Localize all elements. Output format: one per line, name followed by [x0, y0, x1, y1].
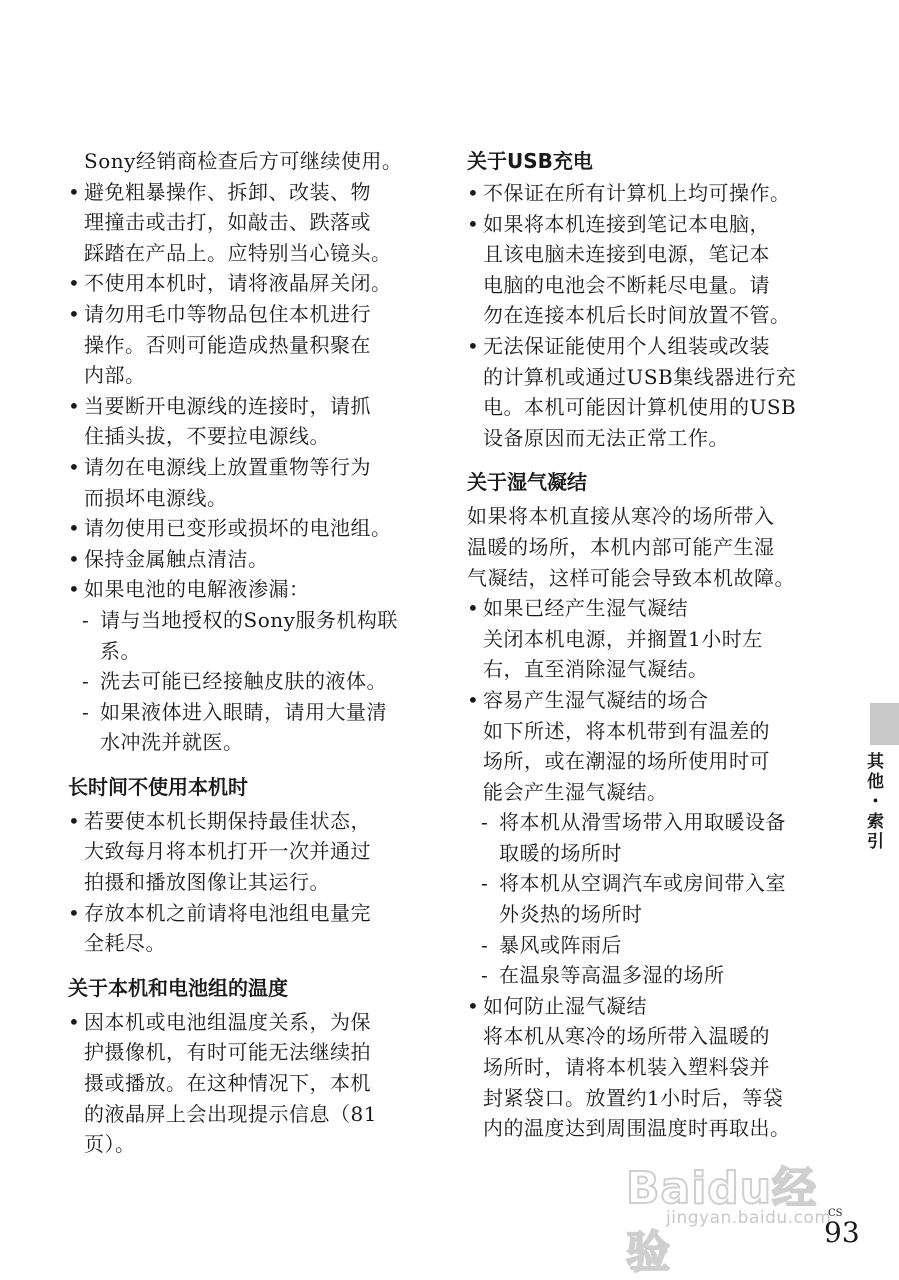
bullet-item — [68, 574, 420, 605]
text-line: 踩踏在产品上。应特别当心镜头。 — [84, 240, 392, 265]
page-number: 93 — [824, 1216, 860, 1249]
text-line: • 不使用本机时，请将液晶屏关闭。 — [84, 271, 392, 296]
text-line: 场所时，请将本机装入塑料袋并 — [483, 1055, 770, 1080]
text-line: • 如果电池的电解液渗漏： — [84, 577, 310, 602]
text-line: 全耗尽。 — [84, 931, 166, 956]
text-line: - 如果液体进入眼睛，请用大量清 — [100, 699, 387, 724]
text-line: 的液晶屏上会出现提示信息（81 — [84, 1101, 377, 1126]
text-line: - 将本机从滑雪场带入用取暖设备 — [499, 810, 786, 835]
bullet-item — [467, 209, 819, 331]
condensation-intro — [467, 501, 819, 593]
text-line: 大致每月将本机打开一次并通过 — [84, 839, 371, 864]
text-line: 住插头拔，不要拉电源线。 — [84, 424, 330, 449]
text-line: 电脑的电池会不断耗尽电量。请 — [483, 272, 770, 297]
watermark-url: jingyan.baidu.com — [666, 1208, 832, 1228]
bullet-item — [68, 898, 420, 959]
cond-bullet-2-title: • 容易产生湿气凝结的场合 — [467, 685, 819, 716]
text-line: 能会产生湿气凝结。 — [483, 779, 668, 804]
bullet-item — [68, 177, 420, 269]
text-line: • 因本机或电池组温度关系，为保 — [84, 1009, 371, 1034]
bullet-item — [68, 513, 420, 544]
cond-bullet-1-title: • 如果已经产生湿气凝结 — [467, 593, 819, 624]
text-line: 如下所述，将本机带到有温差的 — [483, 718, 770, 743]
section-side-label: 其他・索引 — [863, 752, 883, 852]
left-bullets-a — [68, 177, 420, 605]
text-line: 右，直至消除湿气凝结。 — [483, 657, 709, 682]
text-line: 内部。 — [84, 363, 146, 388]
left-bullets-storage — [68, 806, 420, 959]
text-line: 水冲洗并就医。 — [100, 730, 244, 755]
text-line: 且该电脑未连接到电源，笔记本 — [483, 242, 770, 267]
dash-item — [467, 930, 819, 961]
intro-line: Sony经销商检查后方可继续使用。 — [84, 149, 403, 173]
text-line: - 在温泉等高温多湿的场所 — [499, 963, 725, 988]
text-line: • 无法保证能使用个人组装或改装 — [483, 333, 770, 358]
text-line: 而损坏电源线。 — [84, 485, 228, 510]
text-line: 外炎热的场所时 — [499, 902, 643, 927]
text-line: - 洗去可能已经接触皮肤的液体。 — [100, 669, 387, 694]
text-line: - 请与当地授权的Sony服务机构联 — [100, 607, 398, 632]
text-line: 页）。 — [84, 1132, 136, 1157]
cond-bullet-3-title: • 如何防止湿气凝结 — [467, 991, 819, 1022]
left-column — [68, 146, 420, 1160]
text-line: 理撞击或击打，如敲击、跌落或 — [84, 210, 371, 235]
text-line: • 不保证在所有计算机上均可操作。 — [483, 181, 791, 205]
bullet-item — [68, 1007, 420, 1160]
text-line: 关闭本机电源，并搁置1小时左 — [483, 626, 763, 651]
bullet-item — [467, 331, 819, 453]
text-line: 操作。否则可能造成热量积聚在 — [84, 332, 371, 357]
dash-item — [68, 697, 420, 758]
text-line: 设备原因而无法正常工作。 — [483, 425, 729, 450]
text-line: • 避免粗暴操作、拆卸、改装、物 — [84, 179, 371, 204]
heading-condensation: 关于湿气凝结 — [467, 470, 587, 495]
text-line: 取暖的场所时 — [499, 840, 622, 865]
text-line: 场所，或在潮湿的场所使用时可 — [483, 749, 770, 774]
dash-item — [68, 605, 420, 666]
cond-dashes — [467, 807, 819, 991]
text-line: 系。 — [100, 638, 141, 663]
bullet-item — [68, 452, 420, 513]
text-line: • 请勿使用已变形或损坏的电池组。 — [84, 516, 392, 541]
text-line: 拍摄和播放图像让其运行。 — [84, 870, 330, 895]
text-line: 温暖的场所，本机内部可能产生湿 — [467, 534, 775, 559]
bullet-item — [68, 391, 420, 452]
text-line: 护摄像机，有时可能无法继续拍 — [84, 1040, 371, 1065]
text-line: • 当要断开电源线的连接时，请抓 — [84, 393, 371, 418]
bullet-item — [68, 299, 420, 391]
bullet-item — [467, 178, 819, 209]
text-line: 将本机从寒冷的场所带入温暖的 — [483, 1024, 770, 1049]
dash-item — [467, 807, 819, 868]
left-bullets-temp — [68, 1007, 420, 1160]
text-line: • 保持金属触点清洁。 — [84, 546, 269, 571]
dash-item — [467, 868, 819, 929]
bullet-item — [68, 806, 420, 898]
text-line: 如果将本机直接从寒冷的场所带入 — [467, 504, 775, 529]
heading-temperature: 关于本机和电池组的温度 — [68, 975, 288, 1000]
bullet-item — [68, 268, 420, 299]
text-line: 勿在连接本机后长时间放置不管。 — [483, 303, 791, 328]
text-line: 封紧袋口。放置约1小时后，等袋 — [483, 1085, 784, 1110]
text-line: - 将本机从空调汽车或房间带入室 — [499, 871, 786, 896]
text-line: • 请勿在电源线上放置重物等行为 — [84, 454, 371, 479]
right-column — [467, 146, 819, 1144]
text-line: - 暴风或阵雨后 — [499, 932, 622, 957]
heading-usb: 关于USB充电 — [467, 149, 593, 173]
section-tab-marker — [870, 703, 899, 745]
text-line: • 如果将本机连接到笔记本电脑， — [483, 211, 770, 236]
dash-item — [68, 666, 420, 697]
text-line: • 若要使本机长期保持最佳状态， — [84, 808, 371, 833]
text-line: 气凝结，这样可能会导致本机故障。 — [467, 565, 795, 590]
text-line: • 请勿用毛巾等物品包住本机进行 — [84, 301, 371, 326]
page-language-code: CS — [828, 1208, 843, 1219]
cond-bullet-1-body — [467, 624, 819, 685]
dash-item — [467, 960, 819, 991]
text-line: • 存放本机之前请将电池组电量完 — [84, 900, 371, 925]
cond-bullet-2-body — [467, 716, 819, 808]
left-dashes-a — [68, 605, 420, 758]
text-line: 摄或播放。在这种情况下，本机 — [84, 1071, 371, 1096]
cond-bullet-3-body — [467, 1021, 819, 1143]
right-bullets-usb — [467, 178, 819, 453]
text-line: 的计算机或通过USB集线器进行充 — [483, 364, 797, 389]
text-line: 内的温度达到周围温度时再取出。 — [483, 1116, 791, 1141]
text-line: 电。本机可能因计算机使用的USB — [483, 395, 797, 420]
heading-storage: 长时间不使用本机时 — [68, 774, 248, 799]
watermark-logo: Baidu经验 — [626, 1163, 818, 1278]
bullet-item — [68, 544, 420, 575]
